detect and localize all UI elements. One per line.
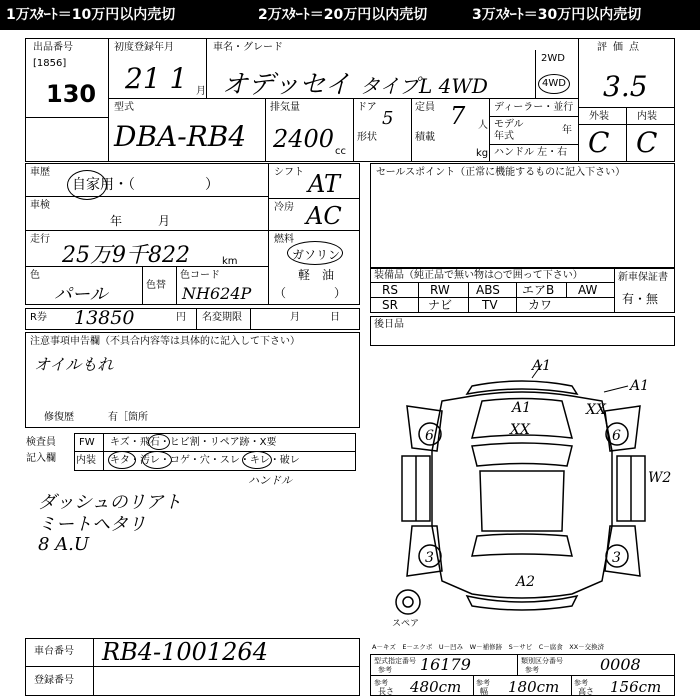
- notes-value: オイルもれ: [34, 355, 114, 374]
- fuel-value: ガソリン: [292, 248, 341, 262]
- doors-value: 5: [382, 108, 394, 129]
- banner-item-3: 3万ｽﾀｰﾄ＝30万円以内売切: [472, 7, 642, 23]
- mark-a1-right: A1: [630, 378, 650, 394]
- mark-xx-right: XX: [586, 402, 606, 418]
- chassis-label: 車台番号: [34, 646, 74, 657]
- mark-3-rear-right: 3: [612, 550, 621, 566]
- type-value: DBA-RB4: [114, 120, 247, 153]
- fw-circle: [148, 434, 170, 450]
- equip-airbag: エアB: [522, 283, 555, 297]
- repair-label: 修復歴: [44, 412, 74, 423]
- name-change-value: 月 日: [290, 312, 340, 323]
- exterior-value: C: [588, 126, 610, 159]
- equipment-label: 装備品（純正品で無い物は○で囲って下さい）: [374, 270, 583, 281]
- banner-item-1: 1万ｽﾀｰﾄ＝10万円以内売切: [6, 7, 176, 23]
- mileage-unit: km: [222, 256, 238, 267]
- mark-a1-front: A1: [532, 358, 552, 374]
- inspection-label: 車検: [30, 200, 50, 211]
- length-ref: 参考: [374, 679, 388, 687]
- mark-w2-right: W2: [648, 470, 672, 486]
- interior-circle-1: [108, 451, 136, 469]
- first-reg-label: 初度登録年月: [114, 42, 174, 53]
- score-value: 3.5: [603, 70, 648, 103]
- category-label: 類別区分番号: [521, 657, 563, 665]
- first-reg-value: 21 1: [125, 62, 188, 95]
- equip-rw: RW: [430, 283, 450, 297]
- drive-2wd: 2WD: [541, 53, 565, 64]
- equip-navi: ナビ: [428, 298, 453, 312]
- lot-number: 130: [46, 80, 97, 108]
- drive-4wd: 4WD: [542, 78, 566, 89]
- interior-circle-2: [142, 451, 172, 469]
- length-value: 480cm: [410, 678, 462, 696]
- interior-items: キタ・汚レ・コゲ・穴・スレ・キレ・破レ: [110, 455, 300, 466]
- width-ref: 参考: [476, 679, 490, 687]
- equip-rs: RS: [382, 283, 398, 297]
- displacement-value: 2400: [273, 125, 335, 153]
- width-label: 幅: [480, 687, 488, 696]
- fuel-circle: [287, 241, 343, 265]
- car-diagram: [372, 356, 675, 636]
- exterior-label: 外装: [589, 111, 609, 122]
- mark-6-front-right: 6: [612, 428, 621, 444]
- chassis-value: RB4-1001264: [102, 638, 268, 666]
- model-year-label2: 年式: [494, 131, 514, 142]
- mileage-value: 25万9千822: [62, 243, 190, 268]
- banner-item-2: 2万ｽﾀｰﾄ＝20万円以内売切: [258, 7, 428, 23]
- month-unit: 月: [196, 86, 206, 97]
- warranty-label: 新車保証書: [618, 272, 668, 283]
- mark-a1-hood: A1: [512, 400, 532, 416]
- inspector-interior-label: 内装: [76, 455, 96, 466]
- model-label: 車名・グレード: [213, 42, 283, 53]
- shift-value: AT: [308, 170, 341, 198]
- recycle-unit: 円: [176, 312, 186, 323]
- color-code-label: 色コード: [180, 270, 220, 281]
- repair-value: 有［箇所: [108, 412, 148, 423]
- type-code-label: 型式指定番号: [374, 657, 416, 665]
- inspector-note-2: ミートヘタリ: [38, 514, 146, 535]
- mark-6-front-left: 6: [425, 428, 434, 444]
- notes-label: 注意事項申告欄（不具合内容等は具体的に記入して下さい）: [30, 336, 300, 347]
- spare-label: スペア: [392, 619, 420, 629]
- mileage-label: 走行: [30, 234, 50, 245]
- inspector-label1: 検査員: [26, 437, 56, 448]
- damage-legend: A－キズ E－エクボ U－凹み W－補修跡 S－サビ C－腐食 XX－交換済: [372, 643, 605, 651]
- handle-label: ハンドル 左・右: [494, 147, 568, 158]
- mark-xx-hood: XX: [510, 422, 530, 438]
- model-year-label: モデル: [494, 119, 524, 130]
- score-label: 評価点: [597, 42, 645, 53]
- lot-sub: [1856]: [33, 58, 67, 69]
- displacement-unit: cc: [335, 146, 346, 157]
- handle-note: ハンドル: [248, 474, 292, 487]
- mark-a2-rear: A2: [516, 574, 536, 590]
- type-label: 型式: [114, 102, 134, 113]
- category-value: 0008: [600, 655, 641, 674]
- height-ref: 参考: [574, 679, 588, 687]
- warranty-value: 有・無: [622, 292, 659, 306]
- category-ref: 参考: [525, 666, 539, 674]
- fuel-alt: 軽 油: [298, 268, 335, 282]
- inspection-value: 年 月: [110, 214, 171, 228]
- color-value: パール: [54, 284, 108, 305]
- capacity-unit: 人: [478, 120, 488, 131]
- model-year-unit: 年: [562, 125, 572, 136]
- interior-circle-3: [242, 451, 272, 469]
- equip-aw: AW: [578, 283, 598, 297]
- inspector-note-1: ダッシュのリアト: [38, 492, 182, 513]
- fw-items: キズ・飛石・ヒビ割・リペア跡・X要: [110, 437, 277, 448]
- length-label: 長さ: [378, 687, 394, 696]
- type-code-value: 16179: [420, 655, 471, 674]
- width-value: 180cm: [508, 678, 560, 696]
- height-label: 高さ: [578, 687, 594, 696]
- fw-label: FW: [79, 437, 95, 448]
- color-label: 色: [30, 270, 40, 281]
- equip-sr: SR: [382, 298, 398, 312]
- history-value: 自家用・（ ）: [72, 177, 219, 193]
- model-value: オデッセイ: [222, 70, 351, 100]
- fuel-paren: （ ）: [274, 286, 347, 300]
- rear-block: [370, 316, 675, 346]
- mark-3-rear-left: 3: [425, 550, 434, 566]
- shape-label: 形状: [357, 132, 377, 143]
- equip-tv: TV: [482, 298, 498, 312]
- interior-label: 内装: [637, 111, 657, 122]
- registration-label: 登録番号: [34, 675, 74, 686]
- type-code-ref: 参考: [378, 666, 392, 674]
- color-code-value: NH624P: [182, 284, 252, 303]
- doors-label: ドア: [357, 102, 377, 113]
- height-value: 156cm: [610, 678, 662, 696]
- name-change-label: 名変期限: [202, 312, 242, 323]
- load-unit: kg: [476, 148, 489, 159]
- equip-leather: カワ: [528, 298, 553, 312]
- capacity-label: 定員: [415, 102, 435, 113]
- displacement-label: 排気量: [270, 102, 300, 113]
- inspector-note-3: 8 A.U: [38, 534, 90, 555]
- top-banner: [0, 0, 700, 30]
- aircon-label: 冷房: [274, 202, 294, 213]
- dealer-label: ディーラー・並行: [494, 102, 574, 113]
- lot-label: 出品番号: [33, 42, 73, 53]
- load-label: 積載: [415, 132, 435, 143]
- sales-label: セールスポイント（正常に機能するものに記入下さい）: [376, 167, 626, 178]
- inspector-label2: 記入欄: [26, 453, 56, 464]
- rear-label: 後日品: [374, 319, 404, 330]
- capacity-value: 7: [450, 102, 466, 130]
- history-label: 車歴: [30, 167, 50, 178]
- recycle-value: 13850: [74, 307, 135, 329]
- color-change-label: 色替: [146, 280, 166, 291]
- interior-value: C: [636, 126, 658, 159]
- history-circle: [67, 170, 107, 200]
- shift-label: シフト: [274, 167, 304, 178]
- equip-abs: ABS: [476, 283, 500, 297]
- aircon-value: AC: [306, 202, 342, 230]
- grade-value: タイプL 4WD: [360, 74, 488, 98]
- fuel-label: 燃料: [274, 234, 294, 245]
- recycle-label: R券: [30, 312, 47, 323]
